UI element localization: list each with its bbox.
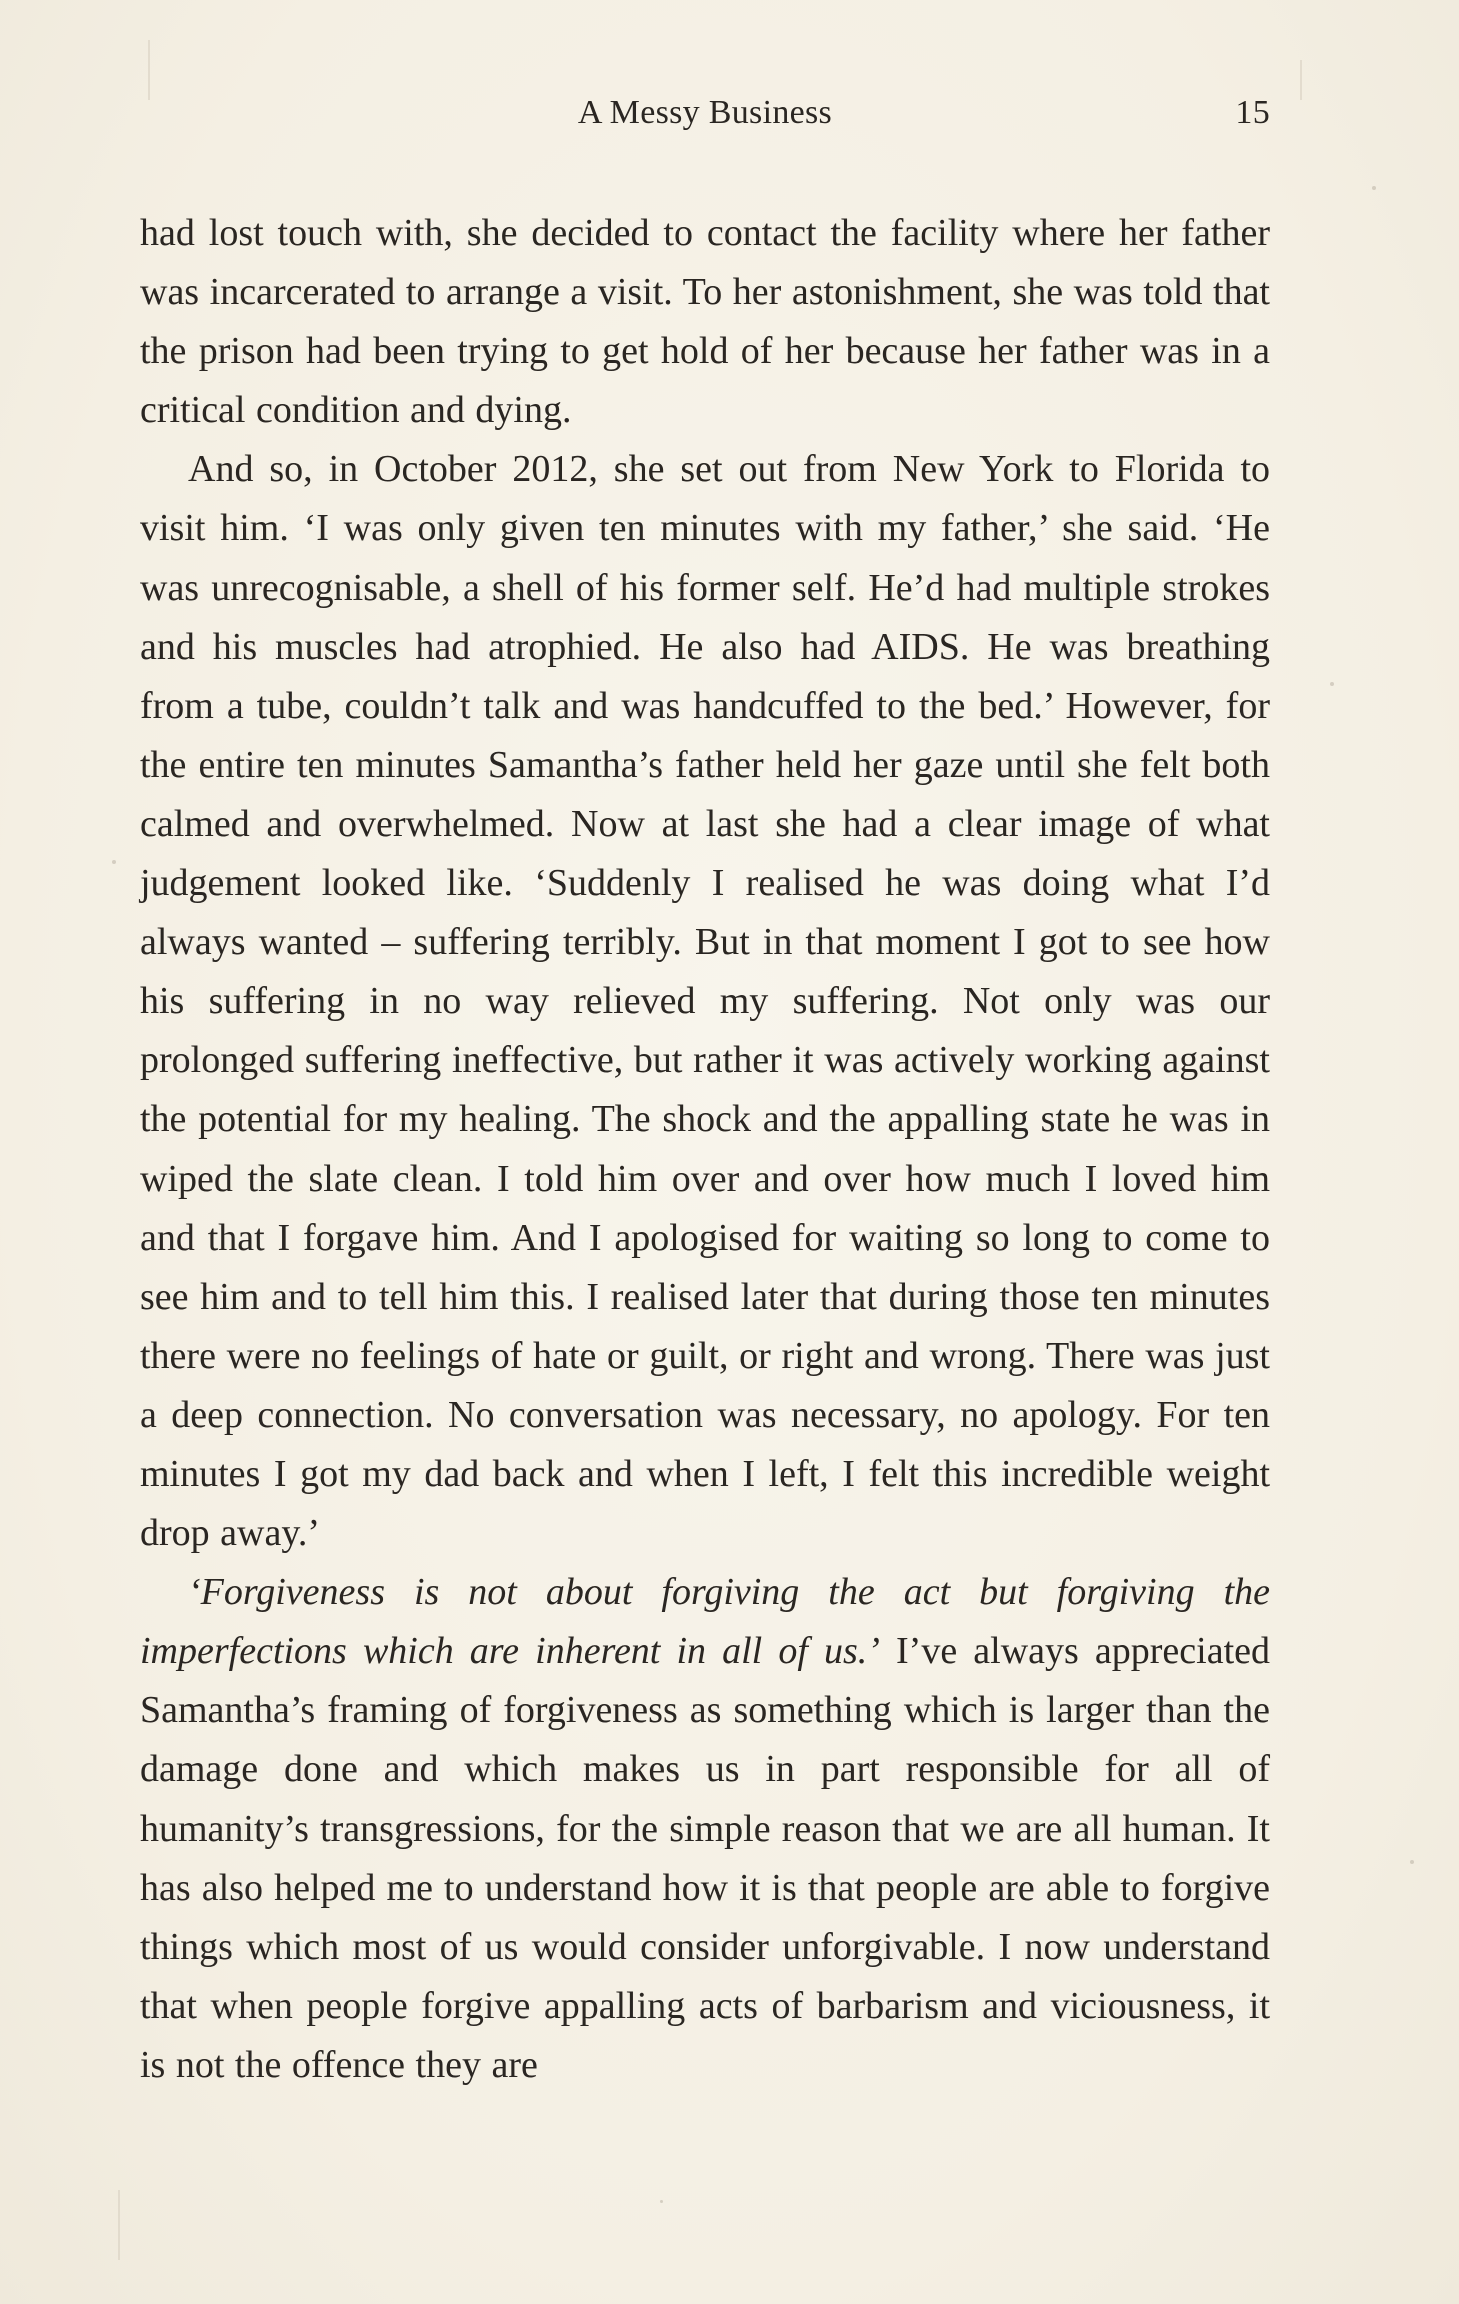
paragraph-3-text: I’ve always appreciated Samantha’s framing of forgiveness as something which is larger than the damage done and which makes us in part responsible for all of humanity’s transgressions, for the simple reason that we are all human. It has also helped me to understand how it is that people are able to forgive things which most of us would consider unforgivable. I now understand that when people forgive appalling acts of barbarism and viciousness, it is not the offence they are [140,1630,1270,2086]
scan-speck [660,2200,663,2203]
scan-edge-line [1300,60,1302,100]
paragraph-1: had lost touch with, she decided to contact the facility where her father was incarcerated to arrange a visit. To her astonishment, she was told that the prison had been trying to get hold of her because her father was in a critical condition and dying. [140,212,1270,432]
body-text [140,204,1270,2095]
scan-speck [1330,682,1334,686]
paragraph-3 [140,1563,1270,2095]
running-head [140,88,1270,138]
scan-speck [112,860,116,864]
scan-speck [1410,1860,1414,1864]
running-head-title: A Messy Business [577,94,833,131]
italic-quote: ‘Forgiveness is not about forgiving the act but forgiving the imperfections which are inherent in all of us.’ [140,1571,1270,1673]
scan-edge-line [118,2190,120,2260]
page-number: 15 [1235,94,1270,131]
scan-edge-line [148,40,150,100]
paragraph-2: And so, in October 2012, she set out from New York to Florida to visit him. ‘I was only given ten minutes with my father,’ she said. ‘He was unrecognisable, a shell of his former self. He’d had multiple strokes and his muscles had atrophied. He also had AIDS. He was breathing from a tube, couldn’t talk and was handcuffed to the bed.’ However, for the entire ten minutes Samantha’s father held her gaze until she felt both calmed and overwhelmed. Now at last she had a clear image of what judgement looked like. ‘Suddenly I realised he was doing what I’d always wanted – suffering terribly. But in that moment I got to see how his suffering in no way relieved my suffering. Not only was our prolonged suffering ineffective, but rather it was actively working against the potential for my healing. The shock and the appalling state he was in wiped the slate clean. I told him over and over how much I loved him and that I forgave him. And I apologised for waiting so long to come to see him and to tell him this. I realised later that during those ten minutes there were no feelings of hate or guilt, or right and wrong. There was just a deep connection. No conversation was necessary, no apology. For ten minutes I got my dad back and when I left, I felt this incredible weight drop away.’ [140,448,1270,1555]
scan-speck [1372,186,1376,190]
